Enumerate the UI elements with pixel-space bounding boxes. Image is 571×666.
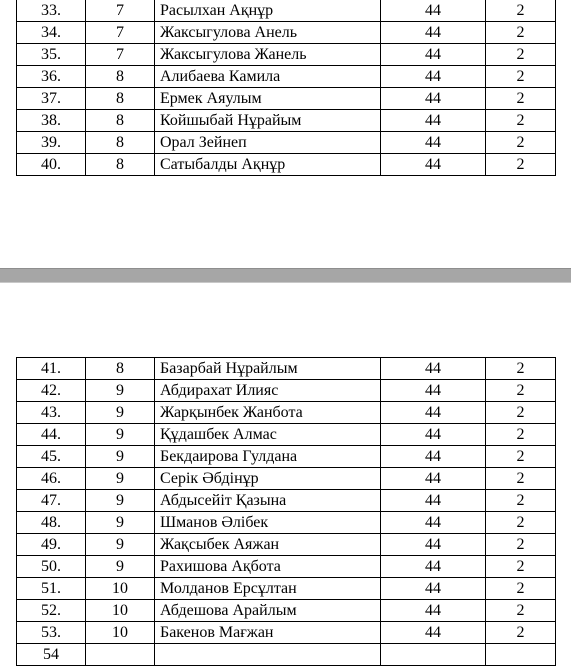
row-number: 43. [17,402,86,424]
table-row [17,380,556,402]
place-cell: 2 [486,358,556,380]
student-name-cell: Жақсыбек Аяжан [155,534,381,556]
place-cell: 2 [486,424,556,446]
table-row [17,622,556,644]
results-table-bottom-body [17,358,556,666]
score-cell: 44 [381,44,486,66]
student-name-cell: Расылхан Ақнұр [155,0,381,22]
row-number: 40. [17,154,86,176]
score-cell: 44 [381,446,486,468]
row-number: 44. [17,424,86,446]
student-name-cell: Базарбай Нұрайлым [155,358,381,380]
row-number: 33. [17,0,86,22]
score-cell: 44 [381,622,486,644]
place-cell: 2 [486,622,556,644]
table-row [17,446,556,468]
row-number: 48. [17,512,86,534]
grade-cell: 9 [86,402,155,424]
student-name-cell: Ермек Аяулым [155,88,381,110]
place-cell: 2 [486,556,556,578]
row-number: 37. [17,88,86,110]
row-number: 38. [17,110,86,132]
row-number: 42. [17,380,86,402]
score-cell: 44 [381,0,486,22]
row-number: 47. [17,490,86,512]
score-cell: 44 [381,600,486,622]
score-cell: 44 [381,424,486,446]
row-number: 36. [17,66,86,88]
student-name-cell: Абдешова Арайлым [155,600,381,622]
score-cell: 44 [381,22,486,44]
page-break-separator [0,268,571,283]
score-cell: 44 [381,154,486,176]
student-name-cell: Молданов Ерсұлтан [155,578,381,600]
grade-cell: 8 [86,154,155,176]
table-row [17,644,556,666]
row-number: 46. [17,468,86,490]
table-row [17,578,556,600]
place-cell: 2 [486,578,556,600]
grade-cell: 7 [86,22,155,44]
table-row [17,132,556,154]
grade-cell: 7 [86,44,155,66]
table-row [17,0,556,22]
student-name-cell [155,644,381,666]
table-row [17,534,556,556]
place-cell [486,644,556,666]
student-name-cell: Рахишова Ақбота [155,556,381,578]
place-cell: 2 [486,446,556,468]
place-cell: 2 [486,468,556,490]
place-cell: 2 [486,66,556,88]
place-cell: 2 [486,402,556,424]
grade-cell [86,644,155,666]
place-cell: 2 [486,132,556,154]
grade-cell: 10 [86,622,155,644]
score-cell: 44 [381,132,486,154]
row-number: 45. [17,446,86,468]
grade-cell: 10 [86,600,155,622]
score-cell: 44 [381,468,486,490]
place-cell: 2 [486,512,556,534]
table-row [17,402,556,424]
row-number: 34. [17,22,86,44]
table-row [17,154,556,176]
place-cell: 2 [486,490,556,512]
grade-cell: 7 [86,0,155,22]
student-name-cell: Абдысейіт Қазына [155,490,381,512]
student-name-cell: Жаксыгулова Жанель [155,44,381,66]
place-cell: 2 [486,88,556,110]
table-row [17,556,556,578]
row-number: 53. [17,622,86,644]
score-cell: 44 [381,402,486,424]
table-row [17,358,556,380]
place-cell: 2 [486,600,556,622]
grade-cell: 9 [86,424,155,446]
row-number: 49. [17,534,86,556]
student-name-cell: Серік Әбдінұр [155,468,381,490]
place-cell: 2 [486,44,556,66]
student-name-cell: Бекдаирова Гулдана [155,446,381,468]
row-number: 52. [17,600,86,622]
row-number: 41. [17,358,86,380]
row-number: 51. [17,578,86,600]
grade-cell: 9 [86,380,155,402]
row-number: 35. [17,44,86,66]
grade-cell: 8 [86,358,155,380]
document-page-top [0,0,571,268]
grade-cell: 9 [86,512,155,534]
place-cell: 2 [486,534,556,556]
student-name-cell: Койшыбай Нұрайым [155,110,381,132]
grade-cell: 8 [86,66,155,88]
student-name-cell: Сатыбалды Ақнұр [155,154,381,176]
student-name-cell: Абдирахат Илияс [155,380,381,402]
student-name-cell: Жаксыгулова Анель [155,22,381,44]
table-row [17,44,556,66]
score-cell: 44 [381,88,486,110]
score-cell: 44 [381,534,486,556]
table-row [17,468,556,490]
results-table-top-body [17,0,556,176]
grade-cell: 8 [86,110,155,132]
score-cell: 44 [381,490,486,512]
student-name-cell: Бакенов Мағжан [155,622,381,644]
grade-cell: 9 [86,556,155,578]
student-name-cell: Жарқынбек Жанбота [155,402,381,424]
table-row [17,424,556,446]
table-row [17,512,556,534]
grade-cell: 8 [86,88,155,110]
table-row [17,600,556,622]
score-cell: 44 [381,66,486,88]
table-row [17,110,556,132]
row-number: 50. [17,556,86,578]
score-cell [381,644,486,666]
grade-cell: 8 [86,132,155,154]
document-page-bottom [0,283,571,663]
row-number: 39. [17,132,86,154]
score-cell: 44 [381,556,486,578]
score-cell: 44 [381,380,486,402]
table-row [17,490,556,512]
score-cell: 44 [381,110,486,132]
student-name-cell: Құдашбек Алмас [155,424,381,446]
place-cell: 2 [486,154,556,176]
grade-cell: 9 [86,534,155,556]
grade-cell: 9 [86,490,155,512]
results-table-bottom [16,357,556,666]
place-cell: 2 [486,0,556,22]
score-cell: 44 [381,578,486,600]
score-cell: 44 [381,358,486,380]
table-row [17,66,556,88]
place-cell: 2 [486,380,556,402]
score-cell: 44 [381,512,486,534]
student-name-cell: Орал Зейнеп [155,132,381,154]
table-row [17,88,556,110]
results-table-top [16,0,556,176]
grade-cell: 9 [86,468,155,490]
row-number: 54 [17,644,86,666]
table-row [17,22,556,44]
grade-cell: 9 [86,446,155,468]
place-cell: 2 [486,110,556,132]
student-name-cell: Шманов Әлібек [155,512,381,534]
place-cell: 2 [486,22,556,44]
student-name-cell: Алибаева Камила [155,66,381,88]
grade-cell: 10 [86,578,155,600]
